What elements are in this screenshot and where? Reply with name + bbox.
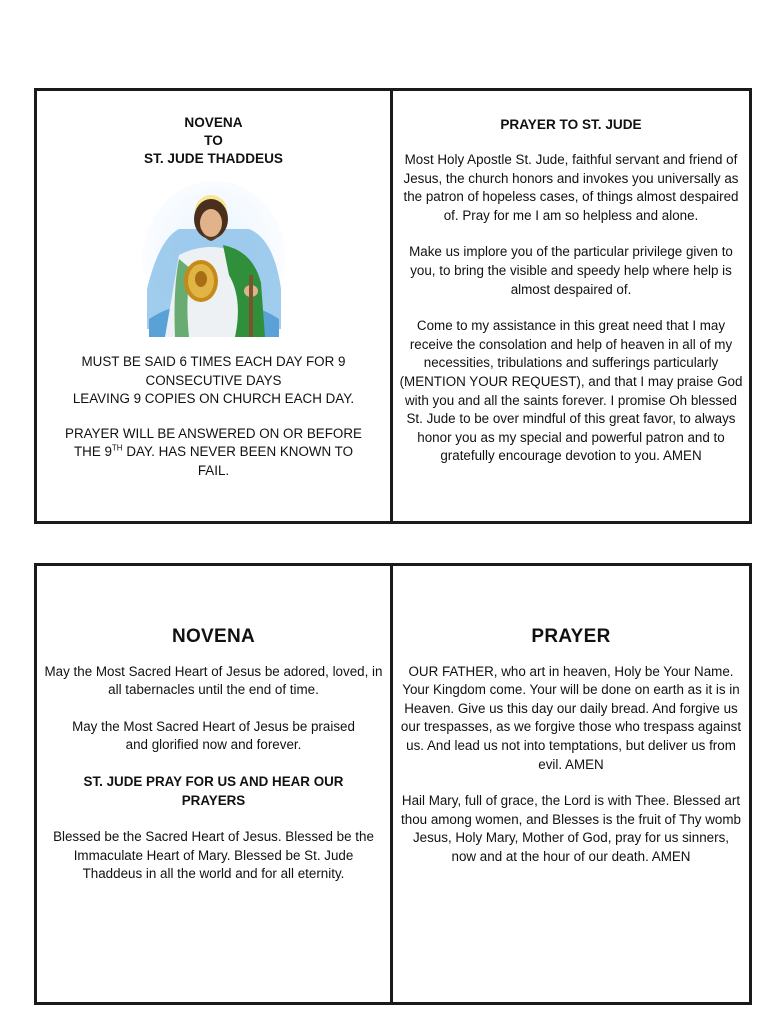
novena-paragraph-1: May the Most Sacred Heart of Jesus be adored, loved, in all tabernacles until the end of time. <box>44 663 383 698</box>
novena-title: NOVENA <box>171 626 256 647</box>
our-father-text <box>399 663 743 775</box>
our-father-body: who art in heaven, Holy be Your Name. Your Kingdom come. Your will be done on earth as it is in Heaven. Give us this day our daily bread. And forgive us our trespasses, as we forgive those who trespass against us. And lead us not into temptations, but deliver us from evil. AMEN <box>400 663 742 772</box>
prayer-to-st-jude-card <box>393 91 749 521</box>
novena-blessings: Blessed be the Sacred Heart of Jesus. Blessed be the Immaculate Heart of Mary. Blessed be St. Jude Thaddeus in all the world and for all eternity. <box>53 829 374 882</box>
cover-title-line-2: TO <box>204 133 223 148</box>
hail-mary-text: Hail Mary, full of grace, the Lord is with Thee. Blessed art thou among women, and Blesses is the fruit of Thy womb Jesus, Holy Mary, Mother of God, pray for us sinners, now and at the hour of our death. AMEN <box>401 793 741 864</box>
top-prayer-sheet <box>34 88 752 524</box>
novena-paragraph-2: May the Most Sacred Heart of Jesus be praised and glorified now and forever. <box>72 718 355 753</box>
instruction-line-3: LEAVING 9 COPIES ON CHURCH EACH DAY. <box>72 391 355 407</box>
promise-text-part-1: PRAYER WILL BE ANSWERED ON OR BEFORE THE 9 <box>65 425 362 460</box>
instruction-line-1: MUST BE SAID 6 TIMES EACH DAY FOR 9 <box>81 354 346 369</box>
novena-cover-card <box>37 91 393 521</box>
novena-card <box>37 566 393 1002</box>
promise-text <box>43 425 384 481</box>
novena-bold-heading: ST. JUDE PRAY FOR US AND HEAR OUR PRAYERS <box>83 773 344 808</box>
prayer-card <box>393 566 749 1002</box>
cover-title-line-1: NOVENA <box>184 115 243 130</box>
prayer-card-title: PRAYER <box>531 626 611 647</box>
st-jude-image <box>139 179 289 339</box>
bottom-prayer-sheet <box>34 563 752 1005</box>
cover-title-line-3: ST. JUDE THADDEUS <box>144 151 283 166</box>
our-father-lead: OUR FATHER, <box>408 663 498 679</box>
prayer-title: PRAYER TO ST. JUDE <box>500 117 642 132</box>
prayer-paragraph-3: Come to my assistance in this great need that I may receive the consolation and help of heaven in all of my necessities, tribulations and sufferings particularly (MENTION YOUR REQUEST), and that I may praise God with you and all the saints forever. I promise Oh blessed St. Jude to be over mindful of this great favor, to always honor you as my special and powerful patron and to gratefully encourage devotion to you. AMEN <box>399 318 743 464</box>
promise-text-part-2: DAY. HAS NEVER BEEN KNOWN TO FAIL. <box>122 444 354 478</box>
instruction-line-2: CONSECUTIVE DAYS <box>145 372 282 388</box>
promise-superscript: TH <box>111 443 123 453</box>
prayer-paragraph-1: Most Holy Apostle St. Jude, faithful servant and friend of Jesus, the church honors and invokes you universally as the patron of hopeless cases, of things almost despaired of. Pray for me I am so helpless and alone. <box>403 152 739 223</box>
prayer-paragraph-2: Make us implore you of the particular privilege given to you, to bring the visible and speedy help where help is almost despaired of. <box>409 244 733 297</box>
